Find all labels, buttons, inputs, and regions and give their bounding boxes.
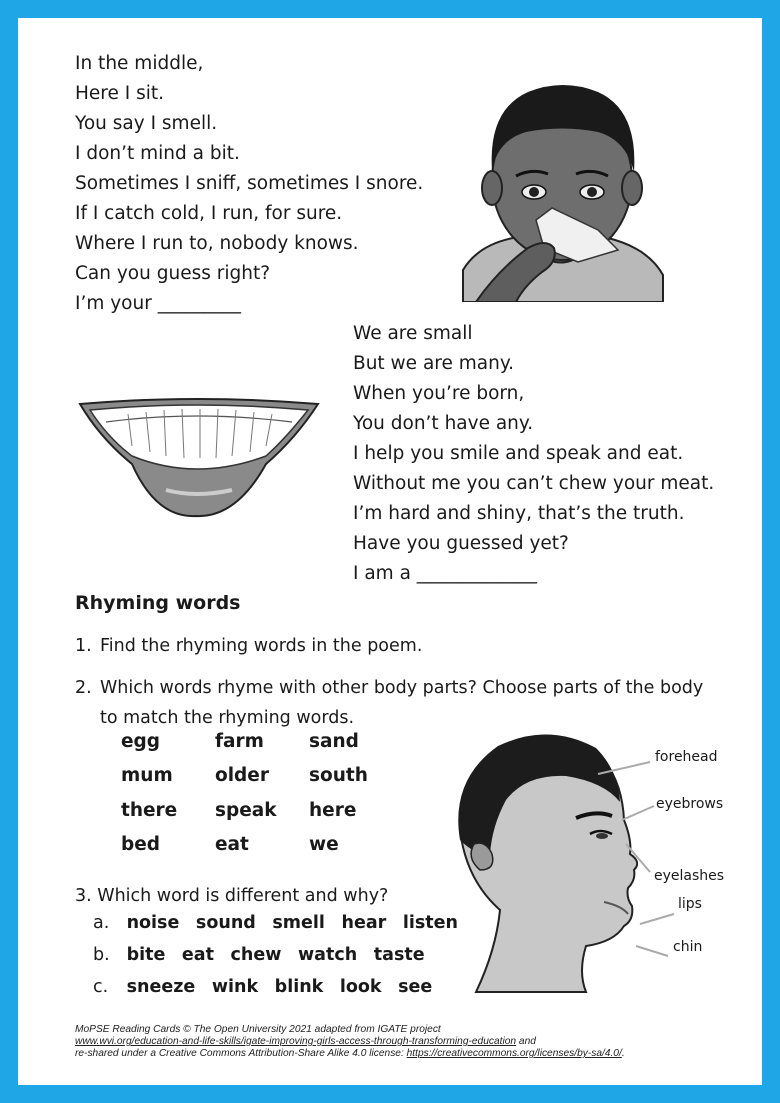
poem-line: I’m hard and shiny, that’s the truth. — [353, 503, 685, 524]
rhyme-word: mum — [121, 765, 173, 786]
poem-line: Can you guess right? — [75, 263, 271, 284]
question-text: Which words rhyme with other body parts? Choose parts of the body to match the rhyming words. — [100, 678, 704, 728]
igate-link[interactable]: www.wvi.org/education-and-life-skills/igate-improving-girls-access-through-transforming-education — [75, 1036, 517, 1047]
option-word: wink — [211, 977, 259, 997]
option-word: see — [398, 977, 433, 997]
rhyme-word: eat — [215, 834, 249, 855]
section-heading: Rhyming words — [75, 592, 241, 614]
rhyme-word: speak — [215, 800, 277, 821]
option-a — [93, 913, 469, 933]
label-lips: lips — [678, 896, 702, 912]
poem-line: Have you guessed yet? — [353, 533, 569, 554]
option-word: bite — [126, 945, 166, 965]
poem-line: I am a _____________ — [353, 563, 538, 584]
license-link[interactable]: https://creativecommons.org/licenses/by-sa/4.0/ — [406, 1048, 622, 1059]
poem-line: You don’t have any. — [353, 413, 534, 434]
poem-teeth — [353, 319, 714, 589]
option-word: hear — [341, 913, 387, 933]
option-letter: c. — [93, 977, 109, 997]
poem-line: Without me you can’t chew your meat. — [353, 473, 715, 494]
footer-credits — [75, 1024, 625, 1060]
option-word: sneeze — [126, 977, 196, 997]
rhyme-word: egg — [121, 731, 161, 752]
rhyme-word: here — [309, 800, 357, 821]
option-b — [93, 945, 436, 965]
option-letter: b. — [93, 945, 110, 965]
poem-line: In the middle, — [75, 53, 204, 74]
footer-line: MoPSE Reading Cards © The Open University 2021 adapted from IGATE project — [75, 1024, 441, 1035]
rhyme-word: bed — [121, 834, 161, 855]
poem-line: Sometimes I sniff, sometimes I snore. — [75, 173, 424, 194]
option-word: taste — [373, 945, 425, 965]
rhyme-word: we — [309, 834, 339, 855]
question-3 — [75, 881, 388, 911]
question-number: 1. — [75, 636, 92, 656]
footer-text: . — [621, 1048, 625, 1059]
poem-line: I help you smile and speak and eat. — [353, 443, 684, 464]
option-word: watch — [298, 945, 358, 965]
poem-line: You say I smell. — [75, 113, 218, 134]
poem-line: If I catch cold, I run, for sure. — [75, 203, 343, 224]
rhyme-word: older — [215, 765, 269, 786]
rhyme-word: there — [121, 800, 178, 821]
option-word: eat — [181, 945, 214, 965]
option-word: chew — [230, 945, 282, 965]
question-number: 2. — [75, 678, 92, 698]
label-eyelashes: eyelashes — [654, 868, 725, 884]
label-eyebrows: eyebrows — [656, 796, 724, 812]
poem-line: But we are many. — [353, 353, 515, 374]
face-label-pointers — [578, 748, 698, 968]
footer-text: re-shared under a Creative Commons Attribution-Share Alike 4.0 license: — [75, 1048, 407, 1059]
option-c — [93, 977, 443, 997]
option-word: listen — [402, 913, 458, 933]
footer-line — [75, 1048, 625, 1060]
label-chin: chin — [673, 939, 703, 955]
footer-line — [75, 1036, 625, 1048]
poem-nose — [75, 49, 423, 319]
poem-line: Where I run to, nobody knows. — [75, 233, 359, 254]
poem-line: Here I sit. — [75, 83, 165, 104]
boy-blowing-nose-illustration — [458, 80, 668, 302]
worksheet-page — [18, 18, 762, 1085]
option-letter: a. — [93, 913, 110, 933]
option-word: blink — [274, 977, 324, 997]
rhyme-word: south — [309, 765, 368, 786]
option-word: smell — [272, 913, 325, 933]
poem-line: When you’re born, — [353, 383, 525, 404]
label-forehead: forehead — [655, 749, 718, 765]
footer-text: and — [516, 1036, 536, 1047]
poem-line: I don’t mind a bit. — [75, 143, 240, 164]
smiling-mouth-illustration — [76, 398, 322, 520]
rhyme-word: sand — [309, 731, 359, 752]
option-word: noise — [126, 913, 180, 933]
option-word: sound — [195, 913, 256, 933]
question-text: Find the rhyming words in the poem. — [100, 636, 423, 656]
rhyme-word: farm — [215, 731, 264, 752]
option-word: look — [339, 977, 382, 997]
question-text: 3. Which word is different and why? — [75, 886, 389, 906]
poem-line: I’m your _________ — [75, 293, 241, 314]
poem-line: We are small — [353, 323, 473, 344]
